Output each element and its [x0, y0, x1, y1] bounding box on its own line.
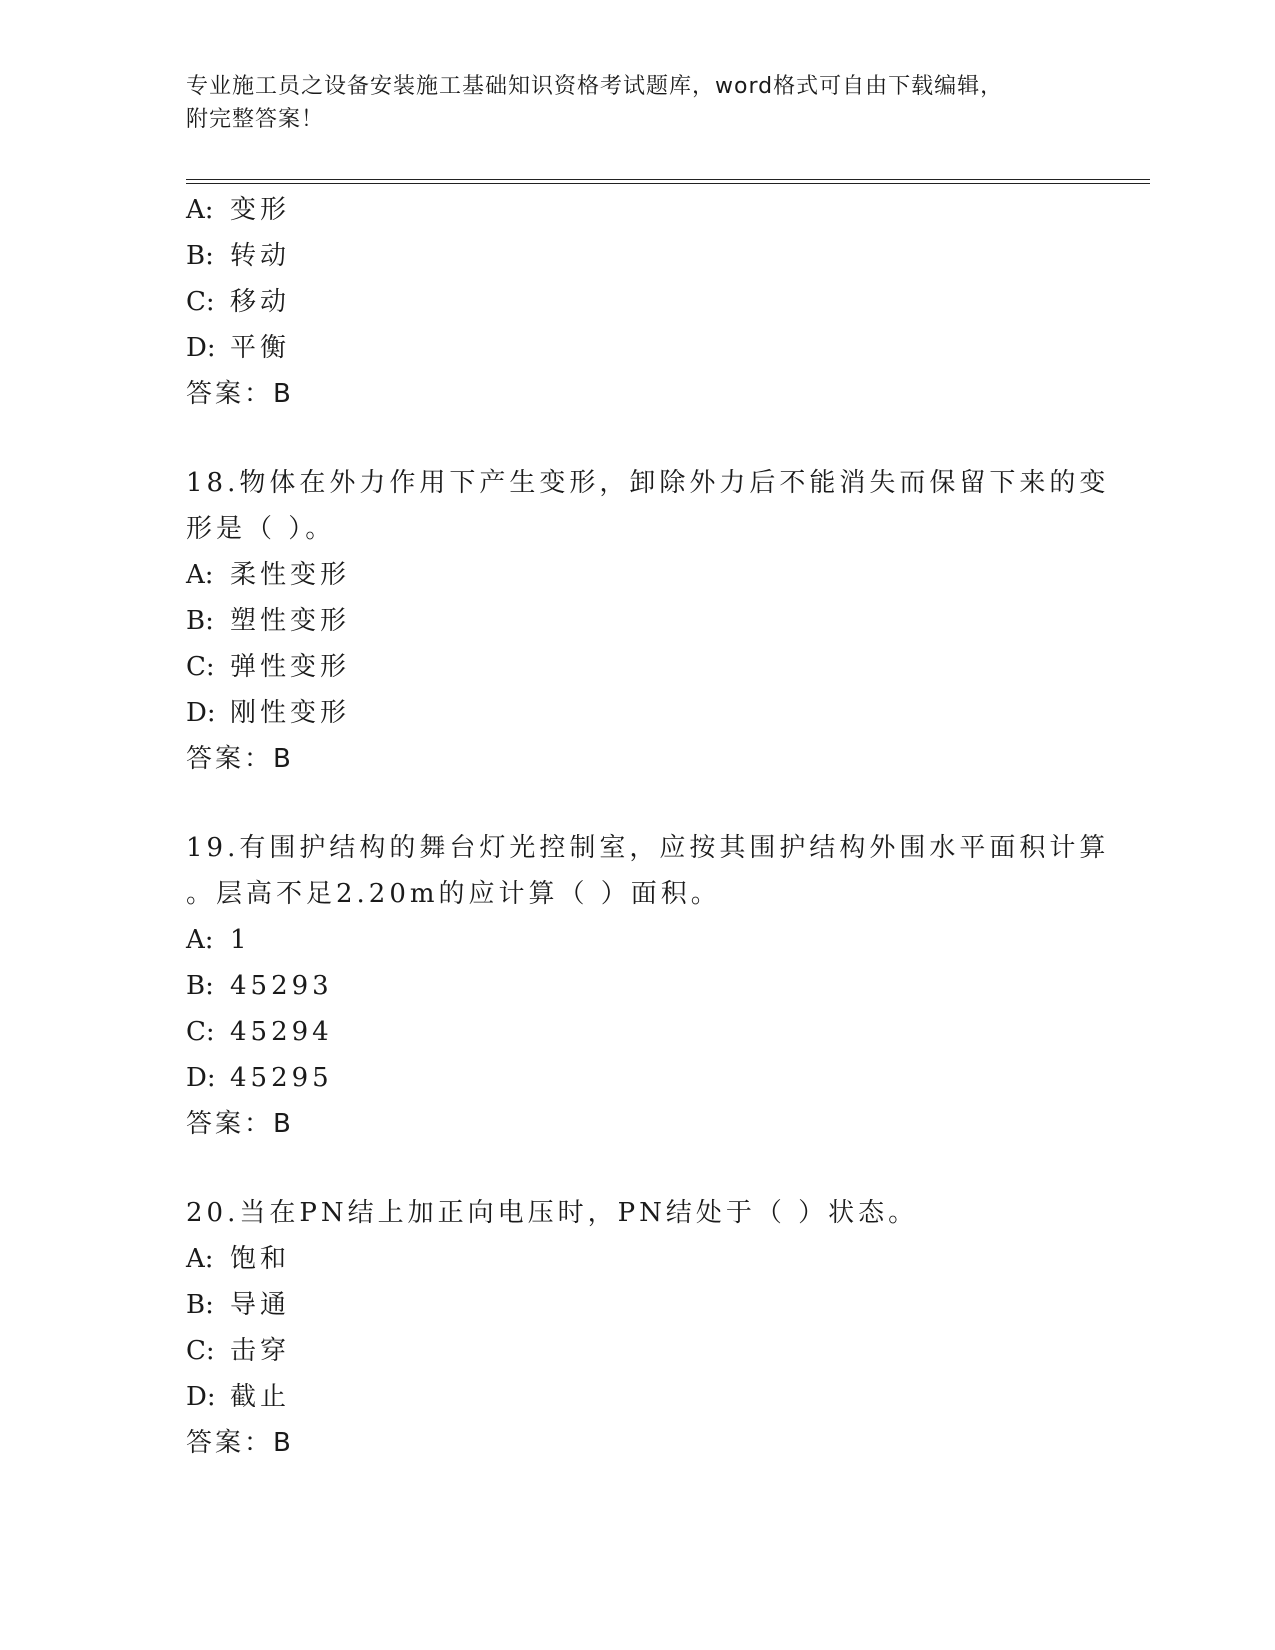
- question-20: [186, 1190, 1086, 1466]
- header-rule-bottom: [186, 183, 1150, 184]
- option-c: C: 45294: [186, 1017, 333, 1047]
- page-header: [186, 70, 1066, 136]
- option-b: B: 45293: [186, 971, 333, 1001]
- option-a: A: 1: [186, 925, 251, 955]
- option-c: C: 移动: [186, 287, 291, 317]
- option-a: A: 饱和: [186, 1244, 291, 1274]
- question-text: 20.当在PN结上加正向电压时，PN结处于（ ）状态。: [186, 1198, 919, 1228]
- header-line-2: 附完整答案！: [186, 107, 325, 132]
- option-c: C: 击穿: [186, 1336, 291, 1366]
- question-17-partial: [186, 187, 1086, 417]
- option-b: B: 导通: [186, 1290, 291, 1320]
- question-text: 19.有围护结构的舞台灯光控制室，应按其围护结构外围水平面积计算 。层高不足2.20m的应计算（ ）面积。: [186, 833, 1110, 909]
- header-line-1: 专业施工员之设备安装施工基础知识资格考试题库，word格式可自由下载编辑，: [186, 74, 1004, 99]
- option-a: A: 变形: [186, 195, 291, 225]
- answer-line: 答案：B: [186, 1428, 294, 1458]
- question-text: 18.物体在外力作用下产生变形，卸除外力后不能消失而保留下来的变 形是（ ）。: [186, 468, 1110, 544]
- option-a: A: 柔性变形: [186, 560, 351, 590]
- option-d: D: 45295: [186, 1063, 333, 1093]
- option-b: B: 塑性变形: [186, 606, 351, 636]
- question-list: [186, 187, 1110, 1466]
- option-c: C: 弹性变形: [186, 652, 351, 682]
- option-d: D: 刚性变形: [186, 698, 351, 728]
- answer-line: 答案：B: [186, 379, 294, 409]
- option-b: B: 转动: [186, 241, 291, 271]
- option-d: D: 截止: [186, 1382, 291, 1412]
- answer-line: 答案：B: [186, 1109, 294, 1139]
- header-rule-top: [186, 179, 1150, 180]
- question-19: [186, 825, 1110, 1147]
- answer-line: 答案：B: [186, 744, 294, 774]
- question-18: [186, 460, 1110, 782]
- option-d: D: 平衡: [186, 333, 291, 363]
